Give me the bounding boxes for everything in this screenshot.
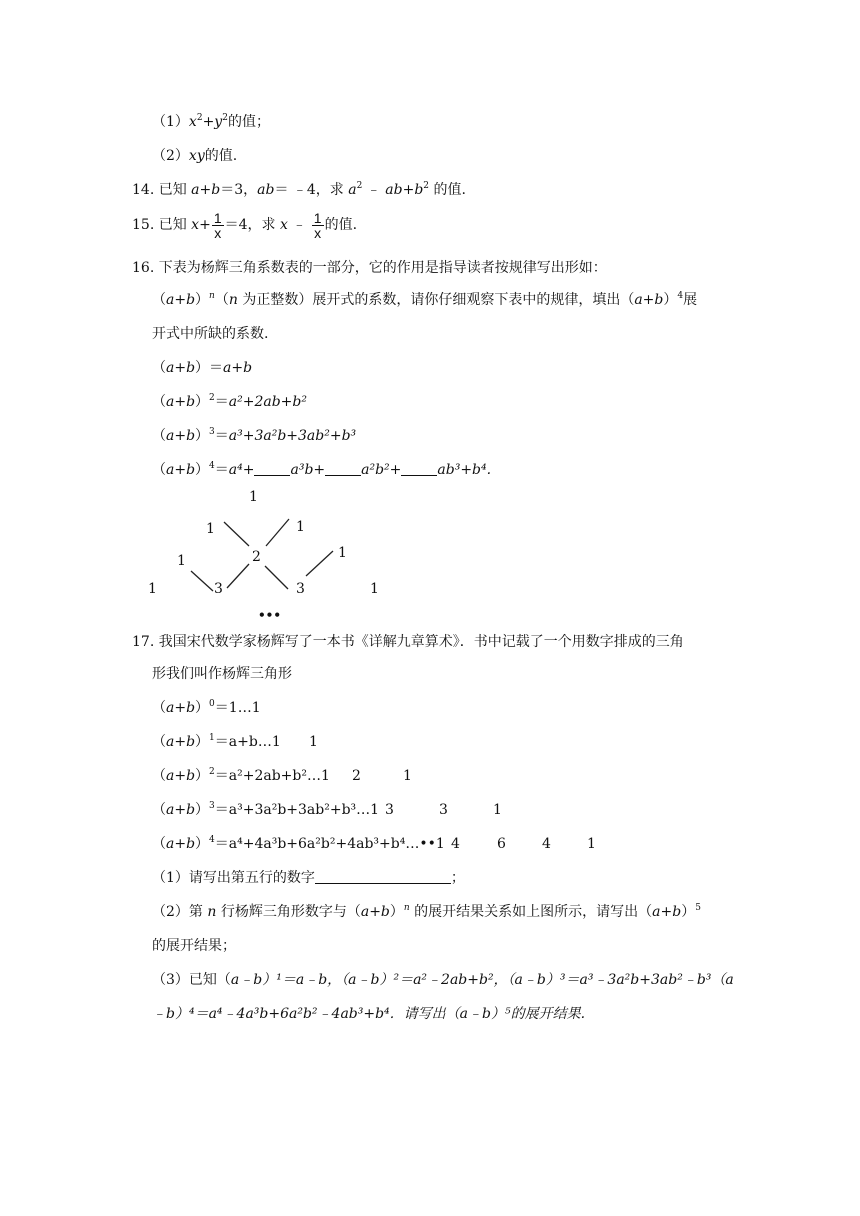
ellipsis-dots: ••• (258, 608, 282, 622)
q16-expansion-2: $(a+b)^2=a^2+2ab+b^2$ (152, 393, 307, 410)
q17-part3-cont: ﹣b）⁴＝a⁴﹣4a³b+6a²b²﹣4ab³+b⁴．请写出（a﹣b）⁵的展开结果. (152, 1006, 586, 1022)
q17-row-4: $(a+b)^4=a^4+4a^3b+6a^2b^2+4ab^3+b^4\dots••1$ (152, 835, 445, 852)
answer-blank-1[interactable] (254, 461, 290, 476)
triangle-number: 1 (177, 553, 186, 569)
triangle-cell: 6 (497, 836, 506, 852)
q16-expansion-1: （a+b）＝a+b (152, 360, 253, 376)
q13-part2: （2）xy的值. (152, 148, 238, 164)
answer-blank-2[interactable] (325, 461, 361, 476)
triangle-cell: 2 (352, 768, 361, 784)
triangle-cell: 1 (403, 768, 412, 784)
q17-part3: （3）已知（a﹣b）¹＝a﹣b，（a﹣b）²＝a²﹣2ab+b²，（a﹣b）³＝a³﹣3a²b+3ab²﹣b³（a (152, 972, 734, 988)
triangle-number: 1 (296, 519, 305, 535)
answer-blank-row5[interactable] (315, 869, 451, 884)
triangle-number: 2 (252, 549, 261, 565)
fraction-1-over-x-2: $\frac{1}{x}$ (313, 209, 322, 241)
q17-row-1: $(a+b)^1=a+b\dots 1$ (152, 733, 281, 750)
triangle-number: 1 (249, 489, 258, 505)
question-16-intro: 16. 下表为杨辉三角系数表的一部分，它的作用是指导读者按规律写出形如： (132, 260, 607, 276)
q17-row-2: $(a+b)^2=a^2+2ab+b^2\dots 1$ (152, 767, 330, 784)
triangle-cell: 1 (309, 734, 318, 750)
triangle-number: 1 (370, 581, 379, 597)
question-15: 15. 已知 x+ $\frac{1}{x}$ ＝4，求 x ﹣ $\frac{1}{x}$ 的值. (132, 209, 358, 241)
triangle-cell: 1 (587, 836, 596, 852)
answer-blank-3[interactable] (401, 461, 437, 476)
q17-row-3: $(a+b)^3=a^3+3a^2b+3ab^2+b^3\dots 1$ (152, 801, 380, 818)
question-14: 14. 已知 a+b＝3，ab＝ ﹣4，求 $a^2$ ﹣ $ab+b^2$ 的值. (132, 181, 466, 198)
question-16-line2: $(a+b)^n(n$ 为正整数）展开式的系数，请你仔细观察下表中的规律，填出$(a+b)^4$展 (152, 291, 698, 308)
q17-part1: （1）请写出第五行的数字 ； (152, 870, 465, 886)
triangle-cell: 3 (385, 802, 394, 818)
fraction-1-over-x: $\frac{1}{x}$ (213, 209, 222, 241)
triangle-number: 3 (214, 581, 223, 597)
q17-part2: （2）第 n 行杨辉三角形数字与$(a+b)^n$ 的展开结果关系如上图所示，请写出$(a+b)^5$ (152, 903, 701, 920)
triangle-cell: 3 (439, 802, 448, 818)
q16-expansion-3: $(a+b)^3=a^3+3a^2b+3ab^2+b^3$ (152, 427, 357, 444)
q17-row-0: $(a+b)^0=1\dots 1$ (152, 699, 261, 716)
question-17-intro: 17. 我国宋代数学家杨辉写了一本书《详解九章算术》．书中记载了一个用数字排成的三角 (132, 634, 684, 650)
triangle-cell: 1 (493, 802, 502, 818)
q16-expansion-4: $(a+b)^4=a^4+ a^3b+ a^2b^2+ ab^3+b^4$. (152, 461, 492, 478)
question-16-line3: 开式中所缺的系数. (152, 326, 269, 342)
triangle-cell: 4 (542, 836, 551, 852)
triangle-number: 1 (338, 545, 347, 561)
triangle-number: 1 (148, 581, 157, 597)
q17-part2-cont: 的展开结果； (152, 938, 236, 954)
question-17-line2: 形我们叫作杨辉三角形 (152, 666, 292, 682)
triangle-cell: 4 (451, 836, 460, 852)
triangle-number: 1 (206, 521, 215, 537)
triangle-number: 3 (296, 581, 305, 597)
q13-part1: $(1)x^2+y^2$的值； (152, 113, 270, 130)
